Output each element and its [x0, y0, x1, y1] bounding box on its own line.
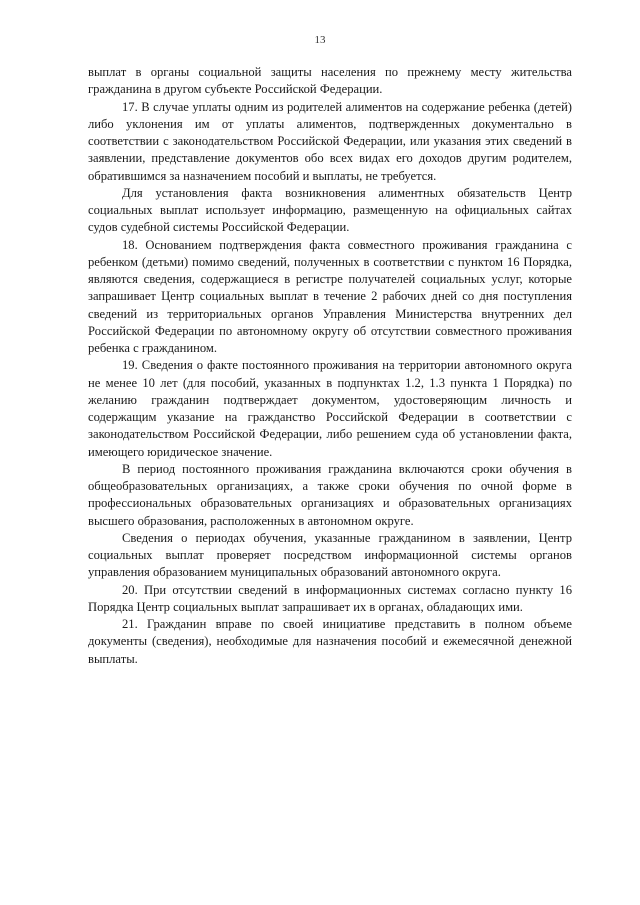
paragraph: выплат в органы социальной защиты населения по прежнему месту жительства гражданина в другом субъекте Российской Федерации. [88, 65, 572, 97]
paragraph-20: 20. При отсутствии сведений в информационных системах согласно пункту 16 Порядка Центр социальных выплат запрашивает их в органах, обладающих ими. [88, 582, 572, 614]
paragraph-18: 18. Основанием подтверждения факта совместного проживания гражданина с ребенком (детьми) помимо сведений, полученных в соответствии с пунктом 16 Порядка, являются сведения, содержащиеся в регистре получателей социальных услуг, которые запрашивает Центр социальных выплат в течение 2 рабочих дней со дня поступления сведений из территориальных органов Управления Министерства внутренних дел Российской Федерации по автономному округу об отсутствии совместного проживания ребенка с гражданином. [88, 237, 572, 355]
paragraph-21: 21. Гражданин вправе по своей инициативе представить в полном объеме документы (сведения), необходимые для назначения пособий и ежемесячной денежной выплаты. [88, 617, 572, 666]
paragraph-17: 17. В случае уплаты одним из родителей алиментов на содержание ребенка (детей) либо уклонения им от уплаты алиментов, подтвержденных документально в соответствии с законодательством Российской Федерации, или указания этих сведений в заявлении, представление документов обо всех видах его доходов другим родителем, обратившимся за назначением пособий и выплаты, не требуется. [88, 99, 572, 183]
paragraph: В период постоянного проживания гражданина включаются сроки обучения в общеобразовательных организациях, а также сроки обучения по очной форме в профессиональных образовательных организациях и образовательных организациях высшего образования, расположенных в автономном округе. [88, 461, 572, 528]
paragraph-19: 19. Сведения о факте постоянного проживания на территории автономного округа не менее 10 лет (для пособий, указанных в подпунктах 1.2, 1.3 пункта 1 Порядка) по желанию гражданин подтверждает документом, удостоверяющим личность и содержащим указание на гражданство Российской Федерации в соответствии с законодательством Российской Федерации, либо решением суда об установлении факта, имеющего юридическое значение. [88, 358, 572, 459]
paragraph: Для установления факта возникновения алиментных обязательств Центр социальных выплат использует информацию, размещенную на официальных сайтах судов судебной системы Российской Федерации. [88, 185, 572, 235]
page-number: 13 [314, 34, 326, 46]
paragraph: Сведения о периодах обучения, указанные гражданином в заявлении, Центр социальных выплат проверяет посредством информационной системы органов управления образованием муниципальных образований автономного округа. [88, 530, 572, 580]
document-body [88, 64, 572, 668]
